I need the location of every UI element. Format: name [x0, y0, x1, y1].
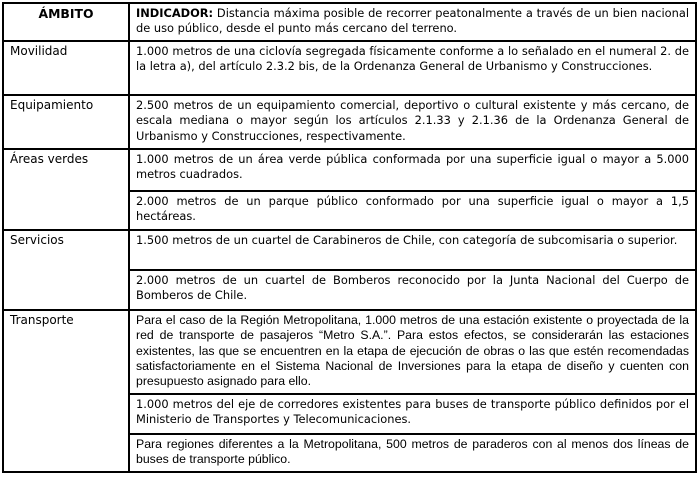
- indicator-table: [2, 2, 697, 473]
- transporte-text-3: Para regiones diferentes a la Metropolitana, 500 metros de paraderos con al menos dos líneas de buses de transporte público.: [129, 434, 696, 472]
- category-servicios: Servicios: [3, 230, 129, 310]
- equipamiento-text: 2.500 metros de un equipamiento comercial, deportivo o cultural existente y más cercano, de escala mediana o mayor según los artículos 2.1.33 y 2.1.36 de la Ordenanza General de Urbanismo y Construcciones, respectivamente.: [129, 95, 696, 149]
- category-movilidad: Movilidad: [3, 41, 129, 95]
- movilidad-text: 1.000 metros de una ciclovía segregada físicamente conforme a lo señalado en el numeral 2. de la letra a), del artículo 2.3.2 bis, de la Ordenanza General de Urbanismo y Construcciones.: [129, 41, 696, 95]
- servicios-text-1: 1.500 metros de un cuartel de Carabineros de Chile, con categoría de subcomisaria o superior.: [129, 230, 696, 270]
- table-row-movilidad: [3, 41, 696, 95]
- header-indicador: [129, 3, 696, 41]
- header-ambito: ÁMBITO: [3, 3, 129, 41]
- table-row-servicios: [3, 230, 696, 270]
- transporte-text-2: 1.000 metros del eje de corredores existentes para buses de transporte público definidos por el Ministerio de Transportes y Telecomunicaciones.: [129, 394, 696, 434]
- category-areas-verdes: Áreas verdes: [3, 149, 129, 230]
- table-row-areas-verdes: [3, 149, 696, 191]
- category-transporte: Transporte: [3, 310, 129, 472]
- table-header-row: [3, 3, 696, 41]
- transporte-text-1: Para el caso de la Región Metropolitana, 1.000 metros de una estación existente o proyectada de la red de transporte de pasajeros “Metro S.A.”. Para estos efectos, se considerarán las estaciones existentes, las que se encuentren en la etapa de ejecución de obras o las que estén recomendadas satisfactoriamente en el Sistema Nacional de Inversiones para la etapa de diseño y cuenten con presupuesto asignado para ello.: [129, 310, 696, 394]
- areas-verdes-text-2: 2.000 metros de un parque público conformado por una superficie igual o mayor a 1,5 hectáreas.: [129, 191, 696, 230]
- areas-verdes-text-1: 1.000 metros de un área verde pública conformada por una superficie igual o mayor a 5.000 metros cuadrados.: [129, 149, 696, 191]
- servicios-text-2: 2.000 metros de un cuartel de Bomberos reconocido por la Junta Nacional del Cuerpo de Bomberos de Chile.: [129, 270, 696, 310]
- indicador-text: Distancia máxima posible de recorrer peatonalmente a través de un bien nacional de uso público, desde el punto más cercano del terreno.: [136, 6, 689, 36]
- category-equipamiento: Equipamiento: [3, 95, 129, 149]
- table-row-equipamiento: [3, 95, 696, 149]
- indicador-label: INDICADOR:: [136, 6, 214, 20]
- table-row-transporte: [3, 310, 696, 394]
